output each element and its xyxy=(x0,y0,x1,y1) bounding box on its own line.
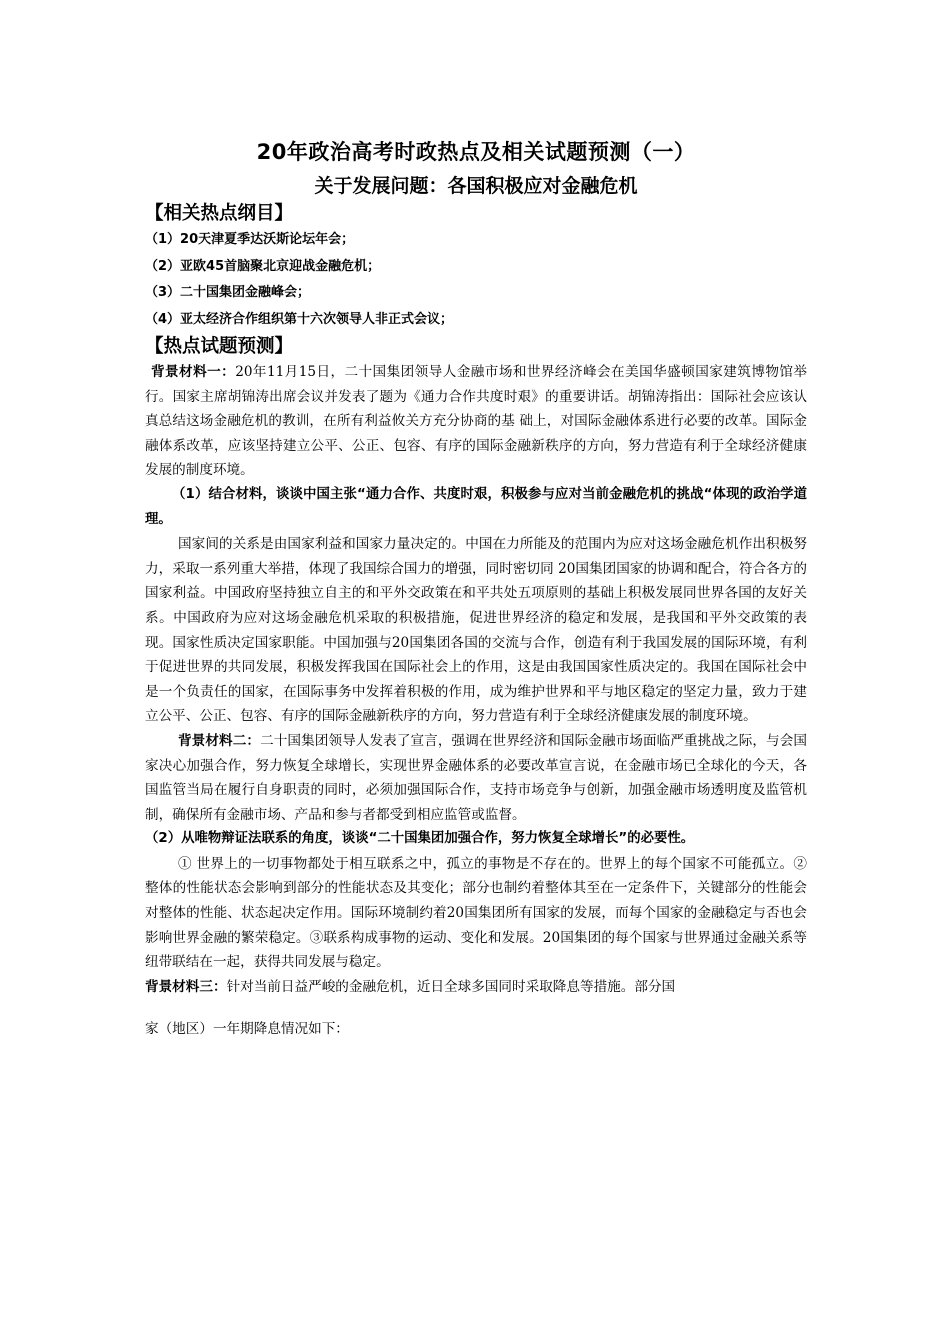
list-item: （1）20天津夏季达沃斯论坛年会； xyxy=(145,232,355,247)
list-item: （3）二十国集团金融峰会； xyxy=(145,285,311,300)
paragraph-gap xyxy=(145,999,807,1017)
material-text: 二十国集团领导人发表了宣言，强调在世界经济和国际金融市场面临严重挑战之际，与会国家决心加强合作，努力恢复全球增长，实现世界金融体系的必要改革宣言说，在金融市场已全球化的今天，各国监管当局在履行自身职责的同时，必须加强国际合作，支持市场竞争与创新，加强金融市场透明度及监管机制，确保所有金融市场、产品和参与者都受到相应监管或监督。 xyxy=(145,732,808,823)
list-item: （4）亚太经济合作组织第十六次领导人非正式会议； xyxy=(145,311,454,327)
answer-2: ① 世界上的一切事物都处于相互联系之中，孤立的事物是不存在的。世界上的每个国家不可能孤立。②整体的性能状态会影响到部分的性能状态及其变化；部分也制约着整体其至在一定条件下，关键部分的性能会对整体的性能、状态起决定作用。国际环境制约着20国集团所有国家的发展，而每个国家的金融稳定与否也会影响世界金融的繁荣稳定。③联系构成事物的运动、变化和发展。20国集团的每个国家与世界通过金融关系等纽带联结在一起，获得共同发展与稳定。 xyxy=(145,855,807,971)
question-1: （1）结合材料，谈谈中国主张“通力合作、共度时艰，积极参与应对当前金融危机的挑战“体现的政治学道理。 xyxy=(145,486,807,527)
material-label: 背景材料二： xyxy=(178,732,261,749)
material-label: 背景材料三： xyxy=(145,978,227,995)
section-heading-predictions: 【热点试题预测】 xyxy=(145,336,294,357)
list-item: （2）亚欧45首脑聚北京迎战金融危机； xyxy=(145,258,381,274)
document-title: 20年政治高考时政热点及相关试题预测（一） xyxy=(256,140,696,164)
background-material-3-continuation: 家（地区）一年期降息情况如下： xyxy=(145,1021,349,1038)
hotspot-list xyxy=(145,227,807,333)
answer-1: 国家间的关系是由国家利益和国家力量决定的。中国在力所能及的范围内为应对这场金融危机作出积极努力，采取一系列重大举措，体现了我国综合国力的增强，同时密切同 20国集团国家的协调和配合，符合各方的国家利益。中国政府坚持独立自主的和平外交政策在和平共处五项原则的基础上积极发展同世界各国的友好关系。中国政府为应对这场金融危机采取的积极措施，促进世界经济的稳定和发展，是我国和平外交政策的表现。国家性质决定国家职能。中国加强与20国集团各国的交流与合作，创造有利于我国发展的国际环境，有利于促进世界的共同发展，积极发挥我国在国际社会上的作用，这是由我国国家性质决定的。我国在国际社会中是一个负责任的国家，在国际事务中发挥着积极的作用，成为维护世界和平与地区稳定的坚定力量，致力于建立公平、公正、包容、有序的国际金融新秩序的方向，努力营造有利于全球经济健康发展的制度环境。 xyxy=(145,536,807,725)
material-label: 背景材料一： xyxy=(151,364,236,380)
background-material-3 xyxy=(145,975,807,1000)
background-material-2 xyxy=(145,729,807,827)
question-2: （2）从唯物辩证法联系的角度，谈谈“二十国集团加强合作，努力恢复全球增长”的必要性。 xyxy=(145,831,695,847)
document-page xyxy=(145,136,807,1042)
background-material-1 xyxy=(145,360,807,483)
section-heading-hotspots: 【相关热点纲目】 xyxy=(145,203,294,224)
material-text: 20年11月15日，二十国集团领导人金融市场和世界经济峰会在美国华盛顿国家建筑博物馆举行。国家主席胡锦涛出席会议并发表了题为《通力合作共度时艰》的重要讲话。胡锦涛指出：国际社会应该认真总结这场金融危机的教训，在所有利益攸关方充分协商的基 础上，对国际金融体系进行必要的改革。国际金融体系改革，应该坚持建立公平、公正、包容、有序的国际金融新秩序的方向，努力营造有利于全球经济健康发展的制度环境。 xyxy=(145,364,808,479)
document-subtitle: 关于发展问题：各国积极应对金融危机 xyxy=(314,175,638,197)
material-text: 针对当前日益严峻的金融危机，近日全球多国同时采取降息等措施。部分国 xyxy=(226,978,676,995)
